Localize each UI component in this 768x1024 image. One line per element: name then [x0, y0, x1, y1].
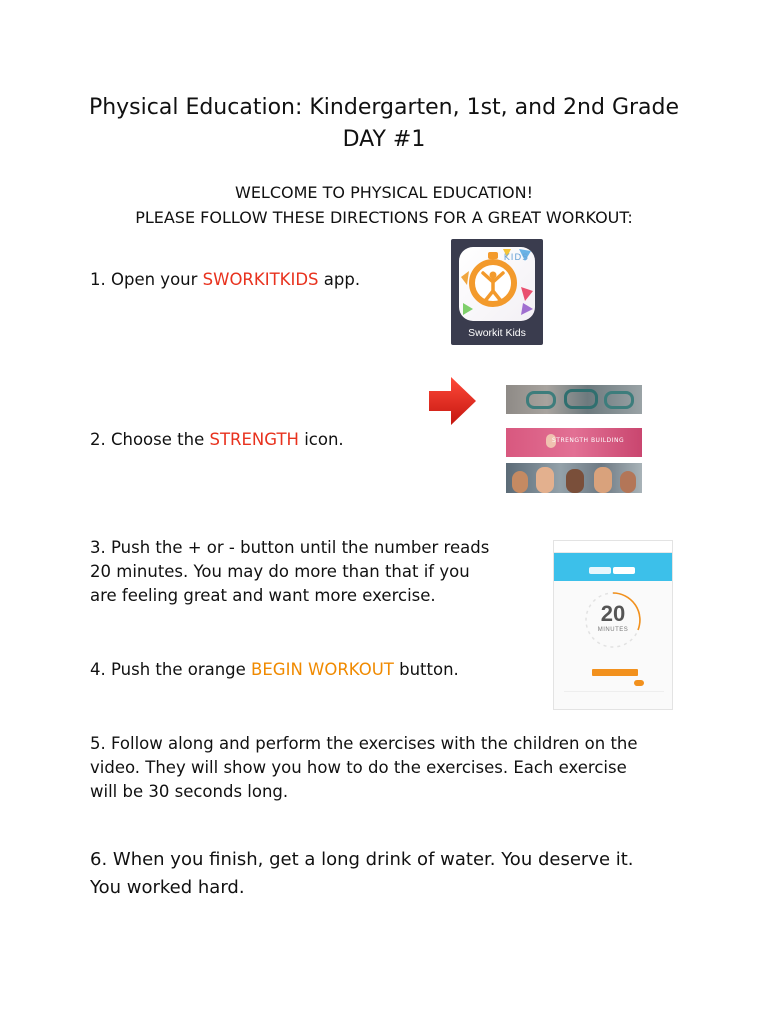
step-2-text-end: icon.	[298, 430, 344, 449]
photo-shape	[526, 391, 556, 409]
step-4-text: 4. Push the orange	[90, 660, 252, 679]
step-4	[90, 658, 459, 682]
minutes-number: 20	[600, 601, 626, 626]
directions-heading: PLEASE FOLLOW THESE DIRECTIONS FOR A GREAT WORKOUT:	[135, 208, 633, 227]
step-1	[90, 268, 360, 292]
step-3-line-3: are feeling great and want more exercise.	[90, 586, 436, 605]
kids-label: KIDS	[503, 253, 529, 263]
workout-photo-1	[506, 385, 642, 414]
settings-row	[564, 691, 664, 704]
photo-shape	[604, 391, 634, 409]
step-2	[90, 428, 344, 452]
minutes-unit: MINUTES	[597, 627, 629, 633]
step-2-strength: STRENGTH	[209, 430, 299, 449]
step-3-line-2: 20 minutes. You may do more than that if you	[90, 562, 470, 581]
step-5-line-1: 5. Follow along and perform the exercises with the children on the	[90, 734, 638, 753]
step-5-line-3: will be 30 seconds long.	[90, 782, 289, 801]
photo-shape	[594, 467, 612, 493]
toggle-switch[interactable]	[634, 680, 644, 686]
step-1-text: 1. Open your	[90, 270, 203, 289]
sworkit-kids-app-icon	[451, 239, 543, 345]
page-title: Physical Education: Kindergarten, 1st, and 2nd Grade	[88, 95, 680, 120]
step-4-begin-workout: BEGIN WORKOUT	[251, 660, 394, 679]
mode-button	[589, 567, 611, 574]
step-1-app-name: SWORKITKIDS	[202, 270, 319, 289]
mode-button	[613, 567, 635, 574]
photo-shape	[620, 471, 636, 493]
welcome-heading: WELCOME TO PHYSICAL EDUCATION!	[235, 183, 533, 202]
day-label: DAY #1	[342, 127, 426, 152]
photo-shape	[564, 389, 598, 409]
red-arrow-icon	[429, 375, 477, 427]
jumping-figure-icon	[459, 247, 535, 321]
timer-screenshot	[553, 540, 673, 710]
strength-banner[interactable]	[506, 428, 642, 457]
step-3-line-1: 3. Push the + or - button until the number reads	[90, 538, 490, 557]
begin-workout-button[interactable]	[592, 669, 638, 676]
workout-photo-3	[506, 463, 642, 493]
step-6-line-2: You worked hard.	[90, 877, 245, 898]
photo-shape	[536, 467, 554, 493]
strength-banner-label: STRENGTH BUILDING	[552, 437, 625, 444]
step-1-text-end: app.	[318, 270, 361, 289]
app-icon-tile	[459, 247, 535, 321]
app-icon-caption: Sworkit Kids	[468, 327, 526, 339]
step-2-text: 2. Choose the	[90, 430, 210, 449]
step-5-line-2: video. They will show you how to do the exercises. Each exercise	[90, 758, 627, 777]
photo-shape	[512, 471, 528, 493]
step-4-text-end: button.	[393, 660, 459, 679]
status-bar	[554, 541, 672, 553]
photo-shape	[566, 469, 584, 493]
step-6-line-1: 6. When you finish, get a long drink of water. You deserve it.	[90, 849, 634, 870]
